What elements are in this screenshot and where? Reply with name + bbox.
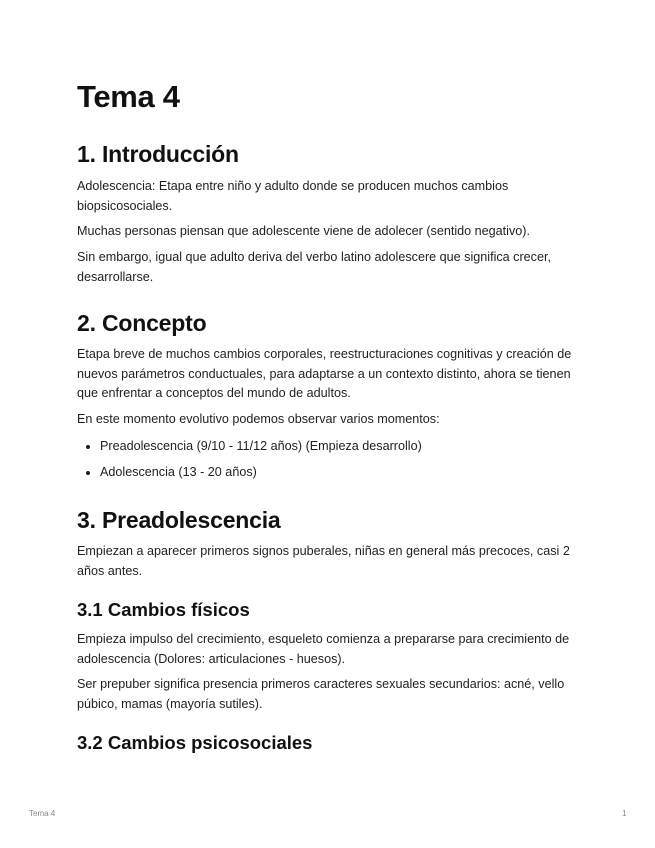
- section-heading-preadolescencia: 3. Preadolescencia: [77, 507, 281, 533]
- paragraph: Sin embargo, igual que adulto deriva del verbo latino adolescere que significa crecer, desarrollarse.: [77, 250, 551, 284]
- list-item: [77, 463, 257, 483]
- paragraph: En este momento evolutivo podemos observar varios momentos:: [77, 412, 440, 426]
- paragraph: Empieza impulso del crecimiento, esqueleto comienza a prepararse para crecimiento de adolescencia (Dolores: articulaciones - huesos).: [77, 632, 570, 666]
- footer-page-number: 1: [622, 809, 627, 818]
- paragraph: Adolescencia: Etapa entre niño y adulto donde se producen muchos cambios biopsicosociales.: [77, 179, 509, 213]
- list-item-text: Preadolescencia (9/10 - 11/12 años) (Empieza desarrollo): [100, 439, 422, 453]
- list-item-text: Adolescencia (13 - 20 años): [100, 465, 257, 479]
- paragraph: Ser prepuber significa presencia primeros caracteres sexuales secundarios: acné, vello púbico, mamas (mayoría sutiles).: [77, 677, 565, 711]
- document-title: Tema 4: [77, 79, 180, 114]
- section-heading-concepto: 2. Concepto: [77, 310, 207, 336]
- paragraph: Etapa breve de muchos cambios corporales, reestructuraciones cognitivas y creación de nuevos parámetros conductuales, para adaptarse a un contexto distinto, ahora se tienen que enfrentar a conceptos del mundo de adultos.: [77, 347, 572, 400]
- bullet-icon: [86, 471, 90, 475]
- bullet-icon: [86, 445, 90, 449]
- footer-title: Tema 4: [29, 809, 56, 818]
- subsection-heading-cambios-psicosociales: 3.2 Cambios psicosociales: [77, 732, 313, 753]
- paragraph: Muchas personas piensan que adolescente viene de adolecer (sentido negativo).: [77, 224, 530, 238]
- paragraph: Empiezan a aparecer primeros signos puberales, niñas en general más precoces, casi 2 años antes.: [77, 544, 570, 578]
- list-item: [77, 437, 422, 457]
- section-heading-introduccion: 1. Introducción: [77, 141, 239, 167]
- subsection-heading-cambios-fisicos: 3.1 Cambios físicos: [77, 599, 250, 620]
